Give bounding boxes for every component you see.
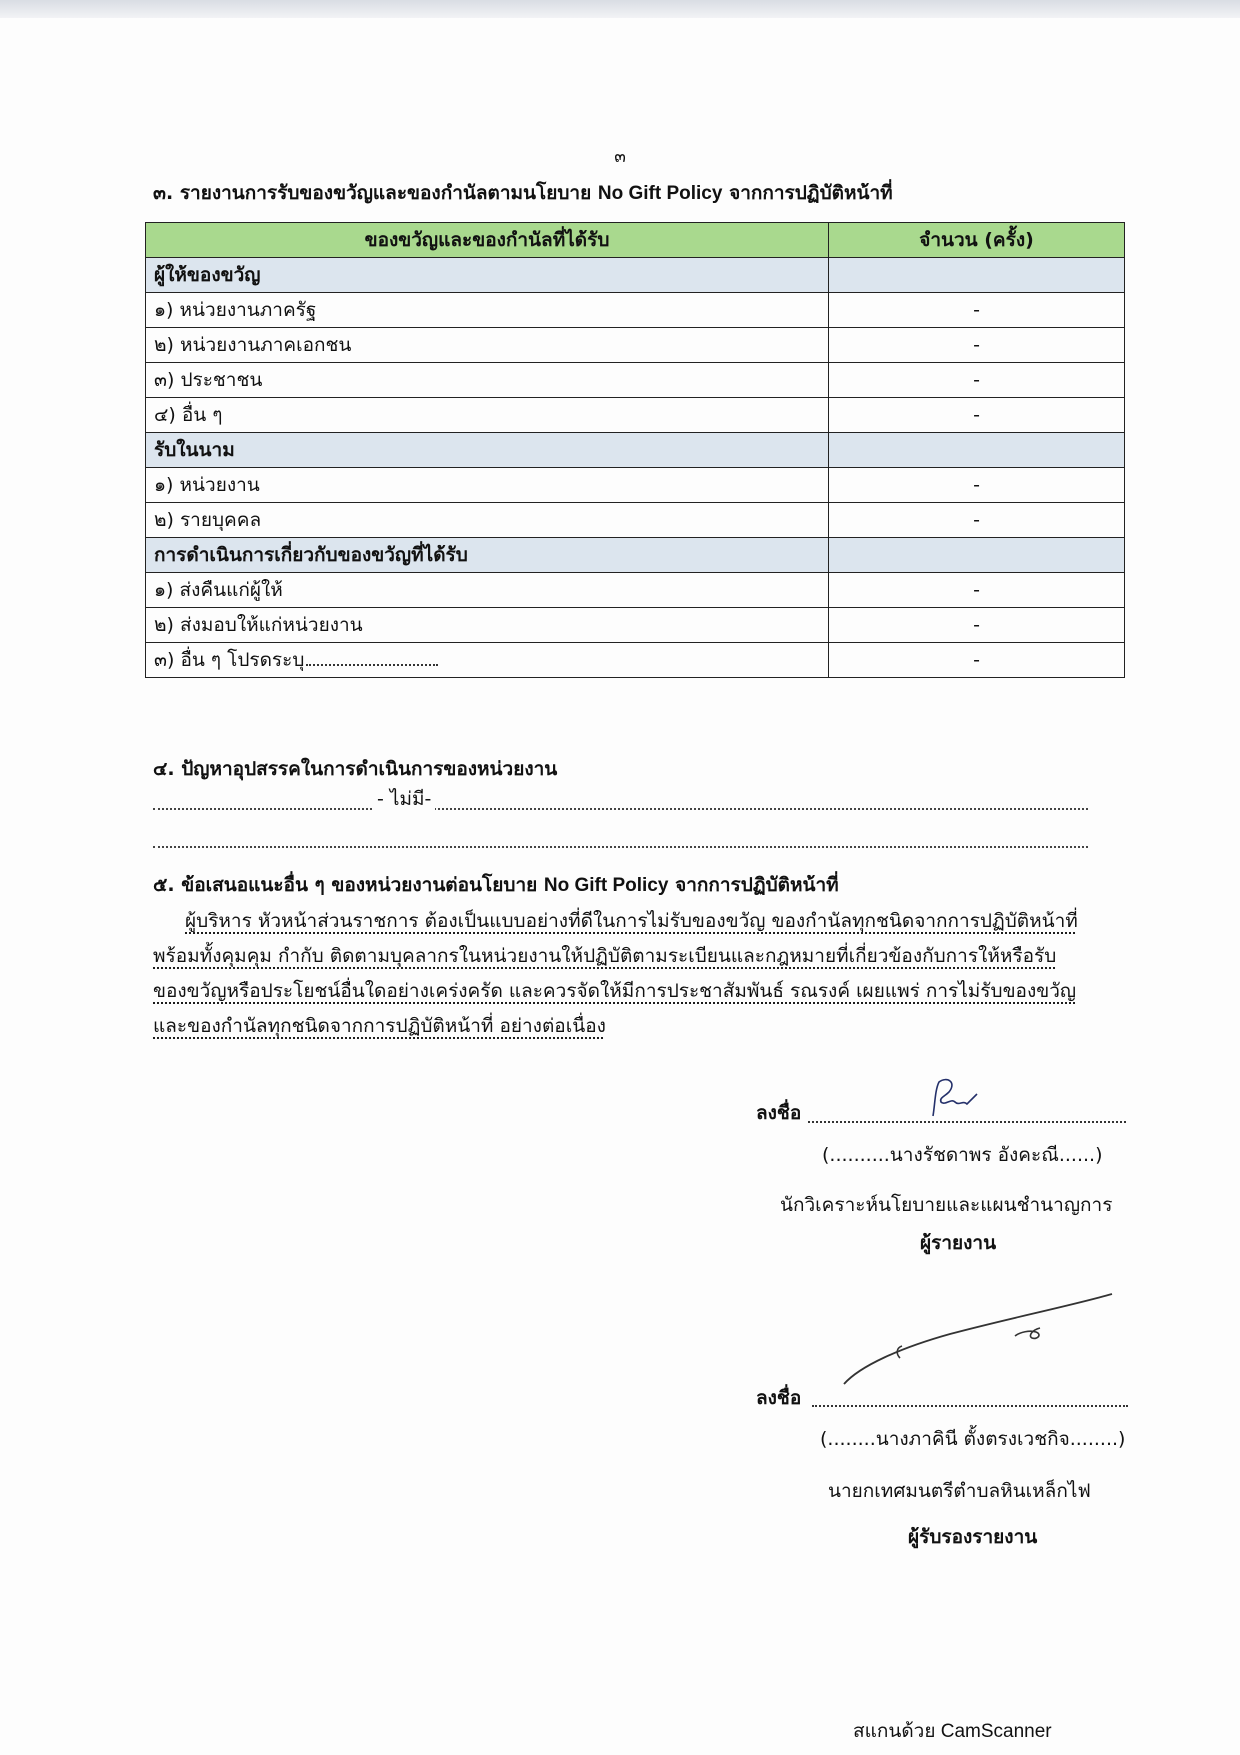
group-label: รับในนาม [146, 433, 829, 468]
section3-heading-prefix: ๓. รายงานการรับของขวัญและของกำนัลตามนโยบาย [153, 182, 592, 204]
section3-heading [153, 178, 893, 208]
row-count: - [829, 643, 1125, 678]
table-row [146, 643, 1125, 678]
recommendation-line-4: และของกำนัลทุกชนิดจากการปฏิบัติหน้าที่ อย่างต่อเนื่อง [153, 1015, 606, 1037]
row-count: - [829, 468, 1125, 503]
row-label: ๑) หน่วยงานภาครัฐ [146, 293, 829, 328]
col-header-count: จำนวน (ครั้ง) [829, 223, 1125, 258]
gift-report-table [145, 222, 1125, 678]
section4-heading: ๔. ปัญหาอุปสรรคในการดำเนินการของหน่วยงาน [153, 758, 558, 780]
table-row [146, 503, 1125, 538]
group-row-action [146, 538, 1125, 573]
table-row [146, 573, 1125, 608]
row-label: ๑) ส่งคืนแก่ผู้ให้ [146, 573, 829, 608]
row-count: - [829, 293, 1125, 328]
table-row [146, 468, 1125, 503]
group-label: การดำเนินการเกี่ยวกับของขวัญที่ได้รับ [146, 538, 829, 573]
section3-heading-latin: No Gift Policy [597, 183, 723, 204]
signer1-position: นักวิเคราะห์นโยบายและแผนชำนาญการ [780, 1194, 1113, 1216]
section3-heading-suffix: จากการปฏิบัติหน้าที่ [729, 182, 893, 204]
signer2-name: (........นางภาคินี ตั้งตรงเวชกิจ........) [820, 1428, 1126, 1450]
section5-heading-latin: No Gift Policy [543, 875, 669, 896]
scan-top-edge [0, 0, 1240, 18]
table-row [146, 398, 1125, 433]
group-row-received-as [146, 433, 1125, 468]
section5-heading [153, 870, 839, 900]
row-label: ๒) หน่วยงานภาคเอกชน [146, 328, 829, 363]
signer2-sign-line [812, 1405, 1128, 1407]
signer2-position: นายกเทศมนตรีตำบลหินเหล็กไฟ [828, 1480, 1091, 1502]
section4-answer: - ไม่มี- [373, 784, 435, 814]
specify-blank [306, 652, 438, 666]
row-label: ๓) ประชาชน [146, 363, 829, 398]
row-label: ๔) อื่น ๆ [146, 398, 829, 433]
answer-line-1 [153, 808, 1088, 810]
table-row [146, 328, 1125, 363]
signer1-name: (..........นางรัชดาพร อังคะณี......) [822, 1144, 1103, 1166]
answer-line-2 [153, 846, 1088, 848]
row-count: - [829, 503, 1125, 538]
page-number: ๓ [614, 147, 626, 167]
row-count: - [829, 398, 1125, 433]
signer1-role: ผู้รายงาน [920, 1232, 997, 1254]
signer1-sign-label: ลงชื่อ [756, 1102, 802, 1124]
group-label: ผู้ให้ของขวัญ [146, 258, 829, 293]
group-row-giver [146, 258, 1125, 293]
row-count: - [829, 608, 1125, 643]
row-label: ๒) ส่งมอบให้แก่หน่วยงาน [146, 608, 829, 643]
recommendation-line-2: พร้อมทั้งคุมคุม กำกับ ติดตามบุคลากรในหน่วยงานให้ปฏิบัติตามระเบียนและกฎหมายที่เกี่ยวข้องกับการให้หรือรับ [153, 945, 1057, 967]
section5-heading-prefix: ๕. ข้อเสนอแนะอื่น ๆ ของหน่วยงานต่อนโยบาย [153, 874, 538, 896]
col-header-item: ของขวัญและของกำนัลที่ได้รับ [146, 223, 829, 258]
signer2-role: ผู้รับรองรายงาน [908, 1526, 1038, 1548]
table-row [146, 363, 1125, 398]
scanner-watermark: สแกนด้วย CamScanner [853, 1721, 1052, 1742]
table-header-row [146, 223, 1125, 258]
row-count: - [829, 363, 1125, 398]
row-count: - [829, 328, 1125, 363]
recommendation-line-1: ผู้บริหาร หัวหน้าส่วนราชการ ต้องเป็นแบบอย่างที่ดีในการไม่รับของขวัญ ของกำนัลทุกชนิดจากการปฏิบัติหน้าที่ [185, 910, 1078, 932]
row-label: ๑) หน่วยงาน [146, 468, 829, 503]
row-count: - [829, 573, 1125, 608]
recommendation-line-3: ของขวัญหรือประโยชน์อื่นใดอย่างเคร่งครัด และควรจัดให้มีการประชาสัมพันธ์ รณรงค์ เผยแพร่ การไม่รับของขวัญ [153, 980, 1077, 1002]
signer2-sign-label: ลงชื่อ [756, 1387, 802, 1409]
signer2-signature [840, 1288, 1120, 1388]
row-label: ๓) อื่น ๆ โปรดระบุ [154, 649, 305, 671]
row-label: ๒) รายบุคคล [146, 503, 829, 538]
signer1-signature [925, 1076, 985, 1124]
table-row [146, 608, 1125, 643]
section5-heading-suffix: จากการปฏิบัติหน้าที่ [675, 874, 839, 896]
table-row [146, 293, 1125, 328]
